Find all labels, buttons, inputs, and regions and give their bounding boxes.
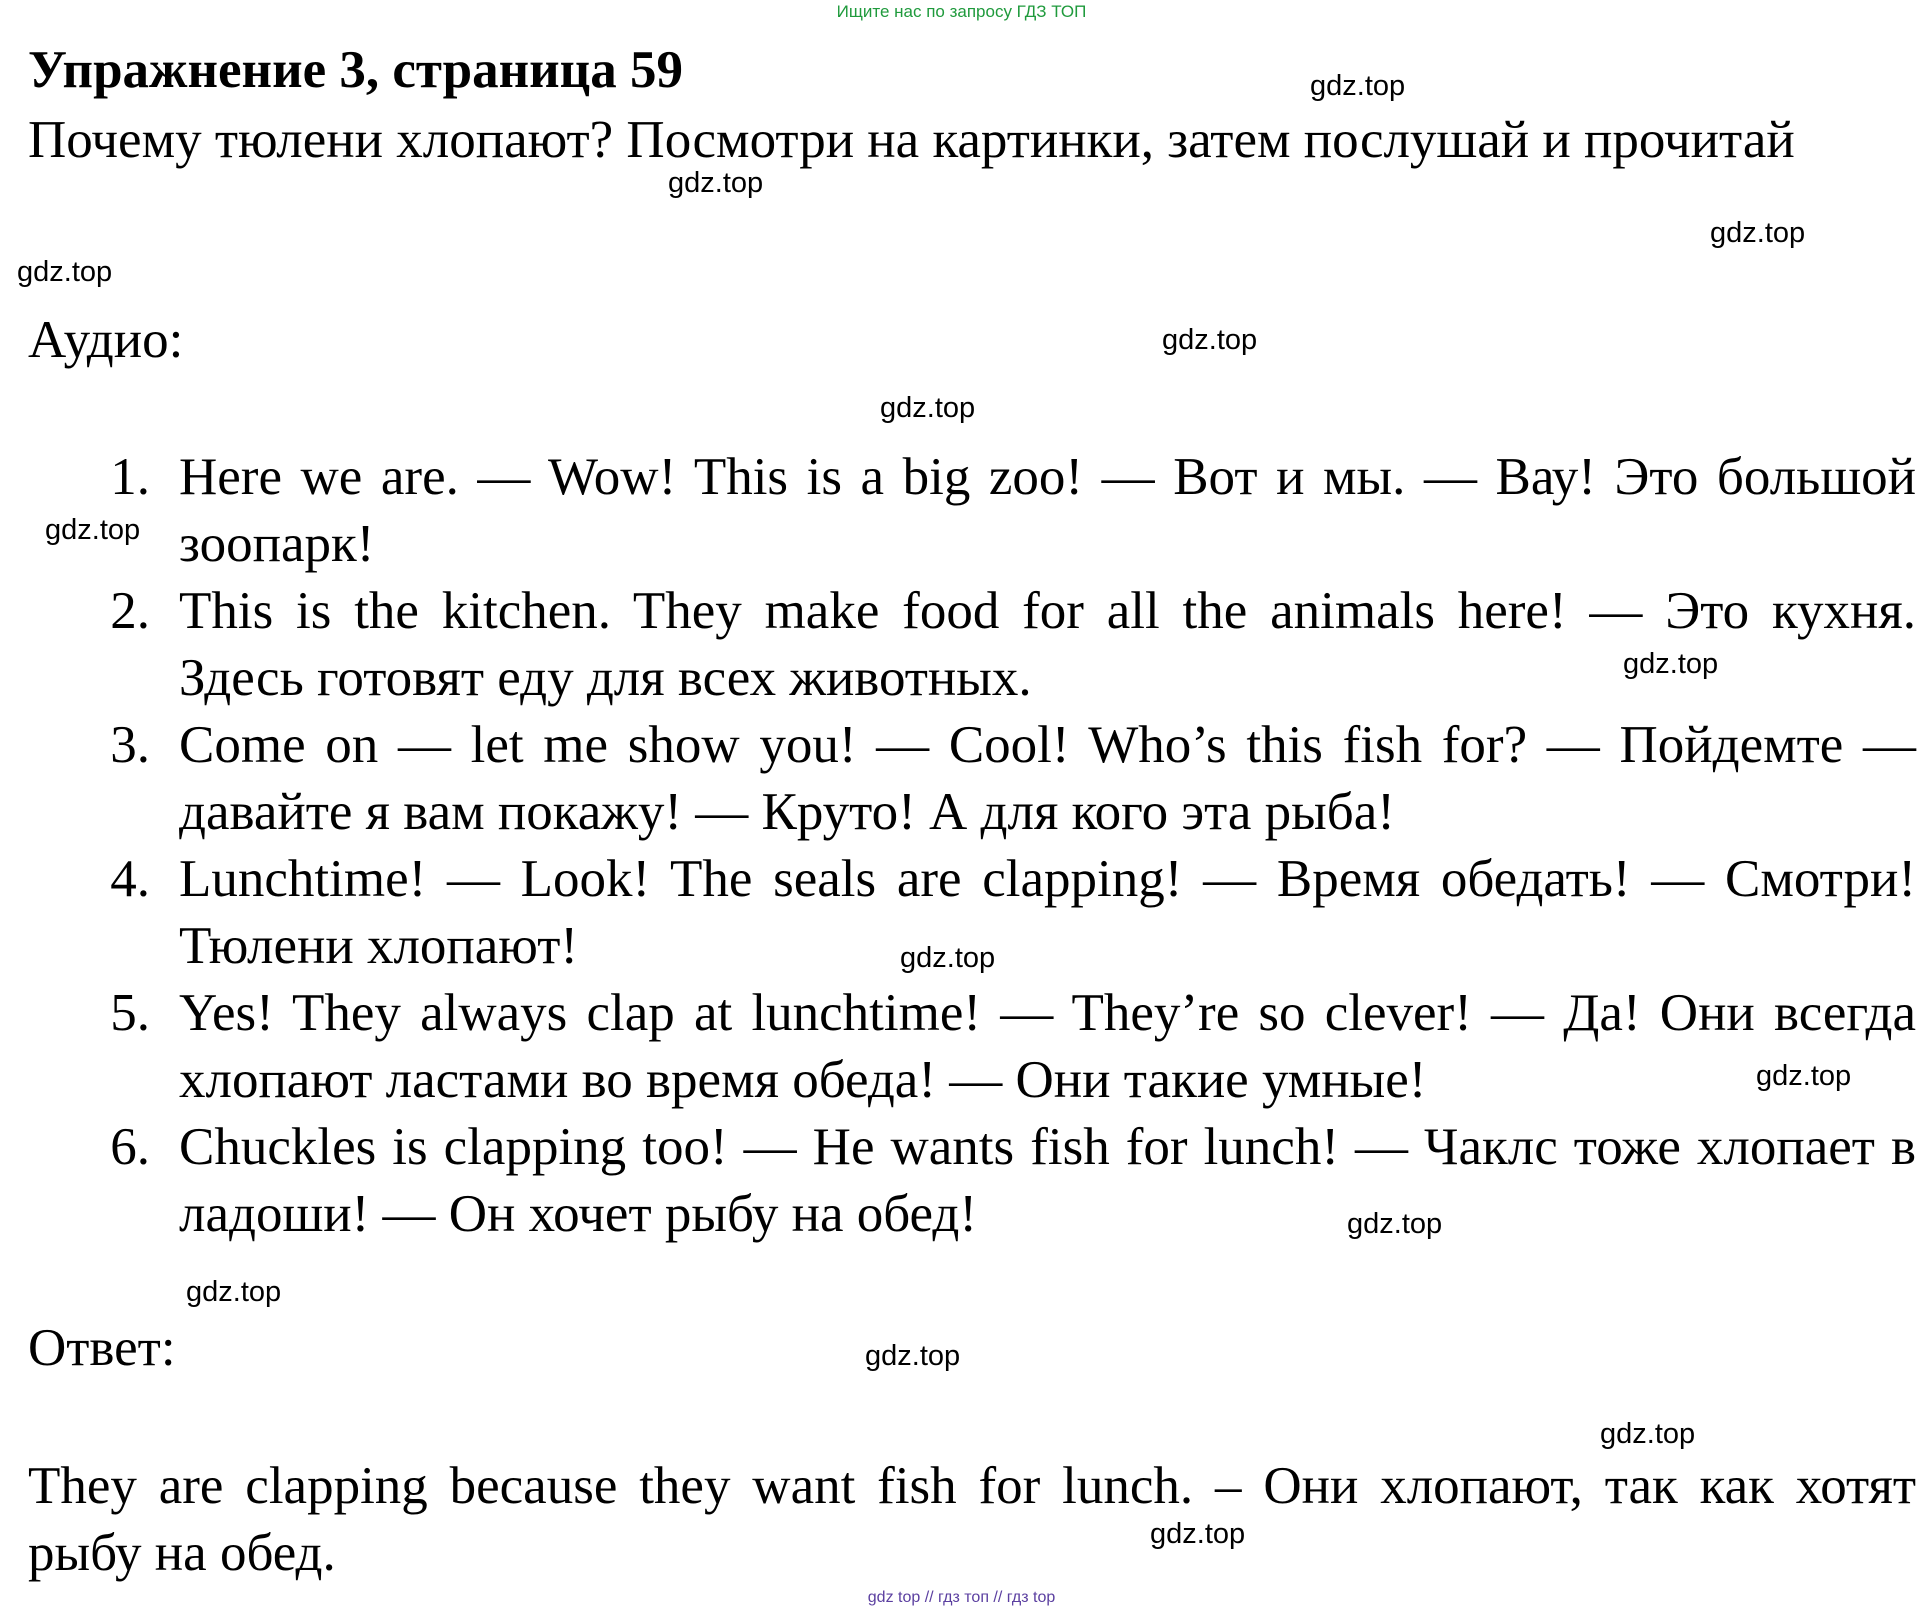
item-text: Lunchtime! — Look! The seals are clapping! — Время обедать! — Смотри! Тюлени хлопают! [179, 850, 1916, 975]
watermark: gdz.top [880, 392, 976, 424]
item-number: 3. [110, 716, 150, 774]
item-number: 4. [110, 850, 150, 908]
watermark: gdz.top [668, 167, 764, 199]
item-text: Here we are. — Wow! This is a big zoo! — Вот и мы. — Вау! Это большой зоопарк! [179, 448, 1916, 573]
watermark: gdz.top [186, 1276, 282, 1308]
watermark: gdz.top [1710, 217, 1806, 249]
item-number: 5. [110, 984, 150, 1042]
audio-item [0, 578, 1923, 712]
watermark: gdz.top [1150, 1518, 1246, 1550]
audio-item [0, 444, 1923, 578]
audio-item [0, 712, 1923, 846]
answer-label: Ответ: [28, 1319, 176, 1377]
watermark: gdz.top [1600, 1418, 1696, 1450]
exercise-title: Упражнение 3, страница 59 [28, 41, 683, 99]
watermark: gdz.top [1623, 648, 1719, 680]
item-text: Chuckles is clapping too! — He wants fish for lunch! — Чаклс тоже хлопает в ладоши! — Он хочет рыбу на обед! [179, 1118, 1916, 1243]
item-number: 6. [110, 1118, 150, 1176]
watermark: gdz.top [1162, 324, 1258, 356]
watermark: gdz.top [1310, 70, 1406, 102]
item-text: This is the kitchen. They make food for all the animals here! — Это кухня. Здесь готовят еду для всех животных. [179, 582, 1916, 707]
audio-list [0, 444, 1923, 1248]
audio-item [0, 1114, 1923, 1248]
item-text: Come on — let me show you! — Cool! Who’s this fish for? — Пойдемте — давайте я вам покажу! — Круто! А для кого эта рыба! [179, 716, 1916, 841]
watermark: gdz.top [865, 1340, 961, 1372]
item-text: Yes! They always clap at lunchtime! — They’re so clever! — Да! Они всегда хлопают ластами во время обеда! — Они такие умные! [179, 984, 1916, 1109]
audio-label: Аудио: [28, 311, 184, 369]
watermark: gdz.top [45, 514, 141, 546]
answer-text: They are clapping because they want fish for lunch. – Они хлопают, так как хотят рыбу на обед. [28, 1457, 1916, 1582]
watermark: gdz.top [900, 942, 996, 974]
task-text: Почему тюлени хлопают? Посмотри на картинки, затем послушай и прочитай [28, 111, 1795, 169]
item-number: 1. [110, 448, 150, 506]
watermark: gdz.top [17, 256, 113, 288]
top-banner: Ищите нас по запросу ГДЗ ТОП [836, 2, 1087, 21]
watermark: gdz.top [1756, 1060, 1852, 1092]
item-number: 2. [110, 582, 150, 640]
footer-watermark: gdz top // гдз топ // гдз top [867, 1589, 1056, 1606]
audio-item [0, 980, 1923, 1114]
watermark: gdz.top [1347, 1208, 1443, 1240]
